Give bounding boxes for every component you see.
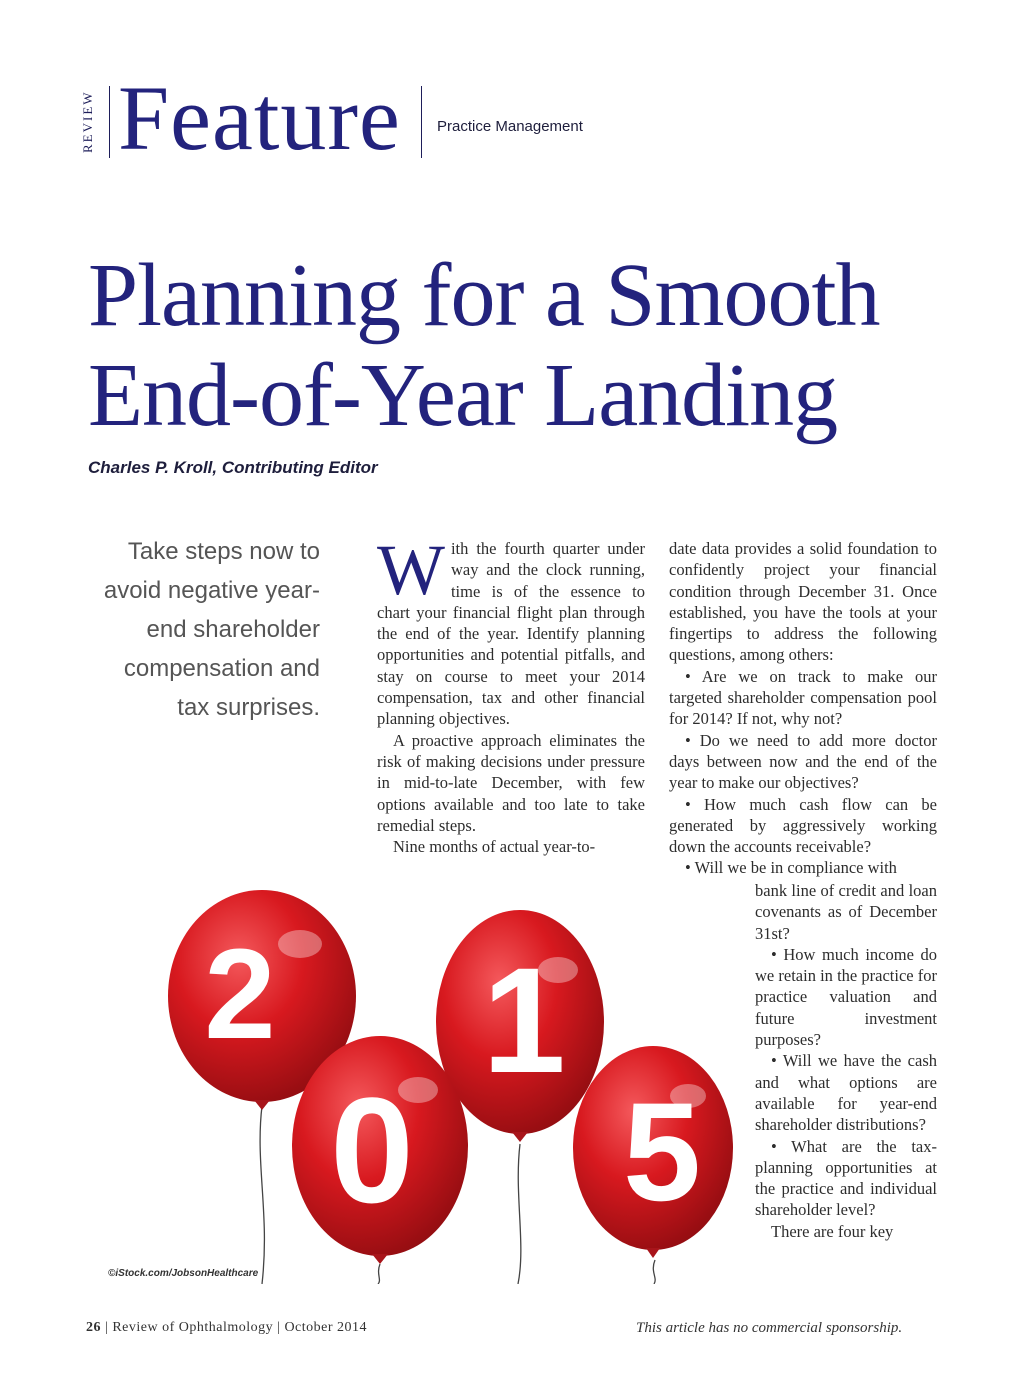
bullet-item: • What are the tax-planning opportunities at the practice and individual shareholder level?	[755, 1136, 937, 1220]
body-paragraph: Nine months of actual year-to-	[393, 837, 596, 857]
balloon-digit: 0	[330, 1066, 414, 1234]
header-divider-right	[421, 86, 422, 158]
issue-date: October 2014	[284, 1320, 368, 1335]
page-footer-folio	[86, 1320, 367, 1336]
bullet-item: • Are we on track to make our targeted shareholder compensation pool for 2014? If not, why not?	[669, 666, 937, 729]
header-divider-left	[109, 86, 110, 158]
byline: Charles P. Kroll, Contributing Editor	[88, 458, 378, 477]
photo-credit: ©iStock.com/JobsonHealthcare	[108, 1268, 259, 1279]
article-title-line-1: Planning for a Smooth	[88, 246, 880, 345]
body-paragraph: With the fourth quarter under way and the clock running, time is of the essence to chart your financial flight plan through the end of the year. Identify planning opportunities and potential pitfalls, and stay on course to meet your 2014 compensation, tax and other financial planning objectives.	[377, 530, 645, 729]
page-number: 26	[86, 1320, 101, 1335]
balloon-digit: 2	[204, 923, 276, 1066]
bullet-item: • Will we have the cash and what options are available for year-end shareholder distributions?	[755, 1051, 937, 1135]
footer-separator: |	[105, 1320, 113, 1335]
article-title-line-2: End-of-Year Landing	[88, 346, 838, 445]
bullet-item-continued: bank line of credit and loan covenants as of December 31st?	[755, 881, 937, 943]
section-label: Practice Management	[437, 118, 583, 135]
balloon-digit: 1	[482, 936, 566, 1104]
balloon-5	[573, 1046, 733, 1258]
publication-name: Review of Ophthalmology	[112, 1320, 274, 1335]
body-paragraph: There are four key	[771, 1221, 894, 1241]
bullet-item: • Do we need to add more doctor days between now and the end of the year to make our objectives?	[669, 730, 937, 793]
body-paragraph: A proactive approach eliminates the risk of making decisions under pressure in mid-to-late December, with few options available and too late to take remedial steps.	[377, 730, 645, 835]
balloons-2015-illustration	[150, 884, 750, 1284]
body-column-2	[669, 538, 937, 879]
body-column-2-narrow	[755, 880, 937, 1242]
bullet-item: • How much income do we retain in the practice for practice valuation and future investment purposes?	[755, 944, 937, 1050]
pull-quote: Take steps now to avoid negative year-end shareholder compensation and tax surprises.	[103, 538, 320, 721]
bullet-item: • Will we be in compliance with	[685, 858, 897, 878]
article-title	[88, 246, 988, 446]
body-paragraph: date data provides a solid foundation to confidently project your financial condition through December 31. Once established, you have the tools at your fingertips to address the following questions, among others:	[669, 539, 937, 665]
balloon-0	[292, 1036, 468, 1264]
bullet-item: • How much cash flow can be generated by aggressively working down the accounts receivable?	[669, 794, 937, 857]
drop-cap: W	[377, 530, 445, 610]
feature-heading: Feature	[118, 67, 401, 169]
footer-separator: |	[277, 1320, 285, 1335]
review-vertical-label: REVIEW	[80, 90, 95, 154]
balloon-digit: 5	[623, 1073, 701, 1230]
sponsorship-note: This article has no commercial sponsorship.	[636, 1320, 903, 1336]
body-column-1	[377, 530, 645, 857]
